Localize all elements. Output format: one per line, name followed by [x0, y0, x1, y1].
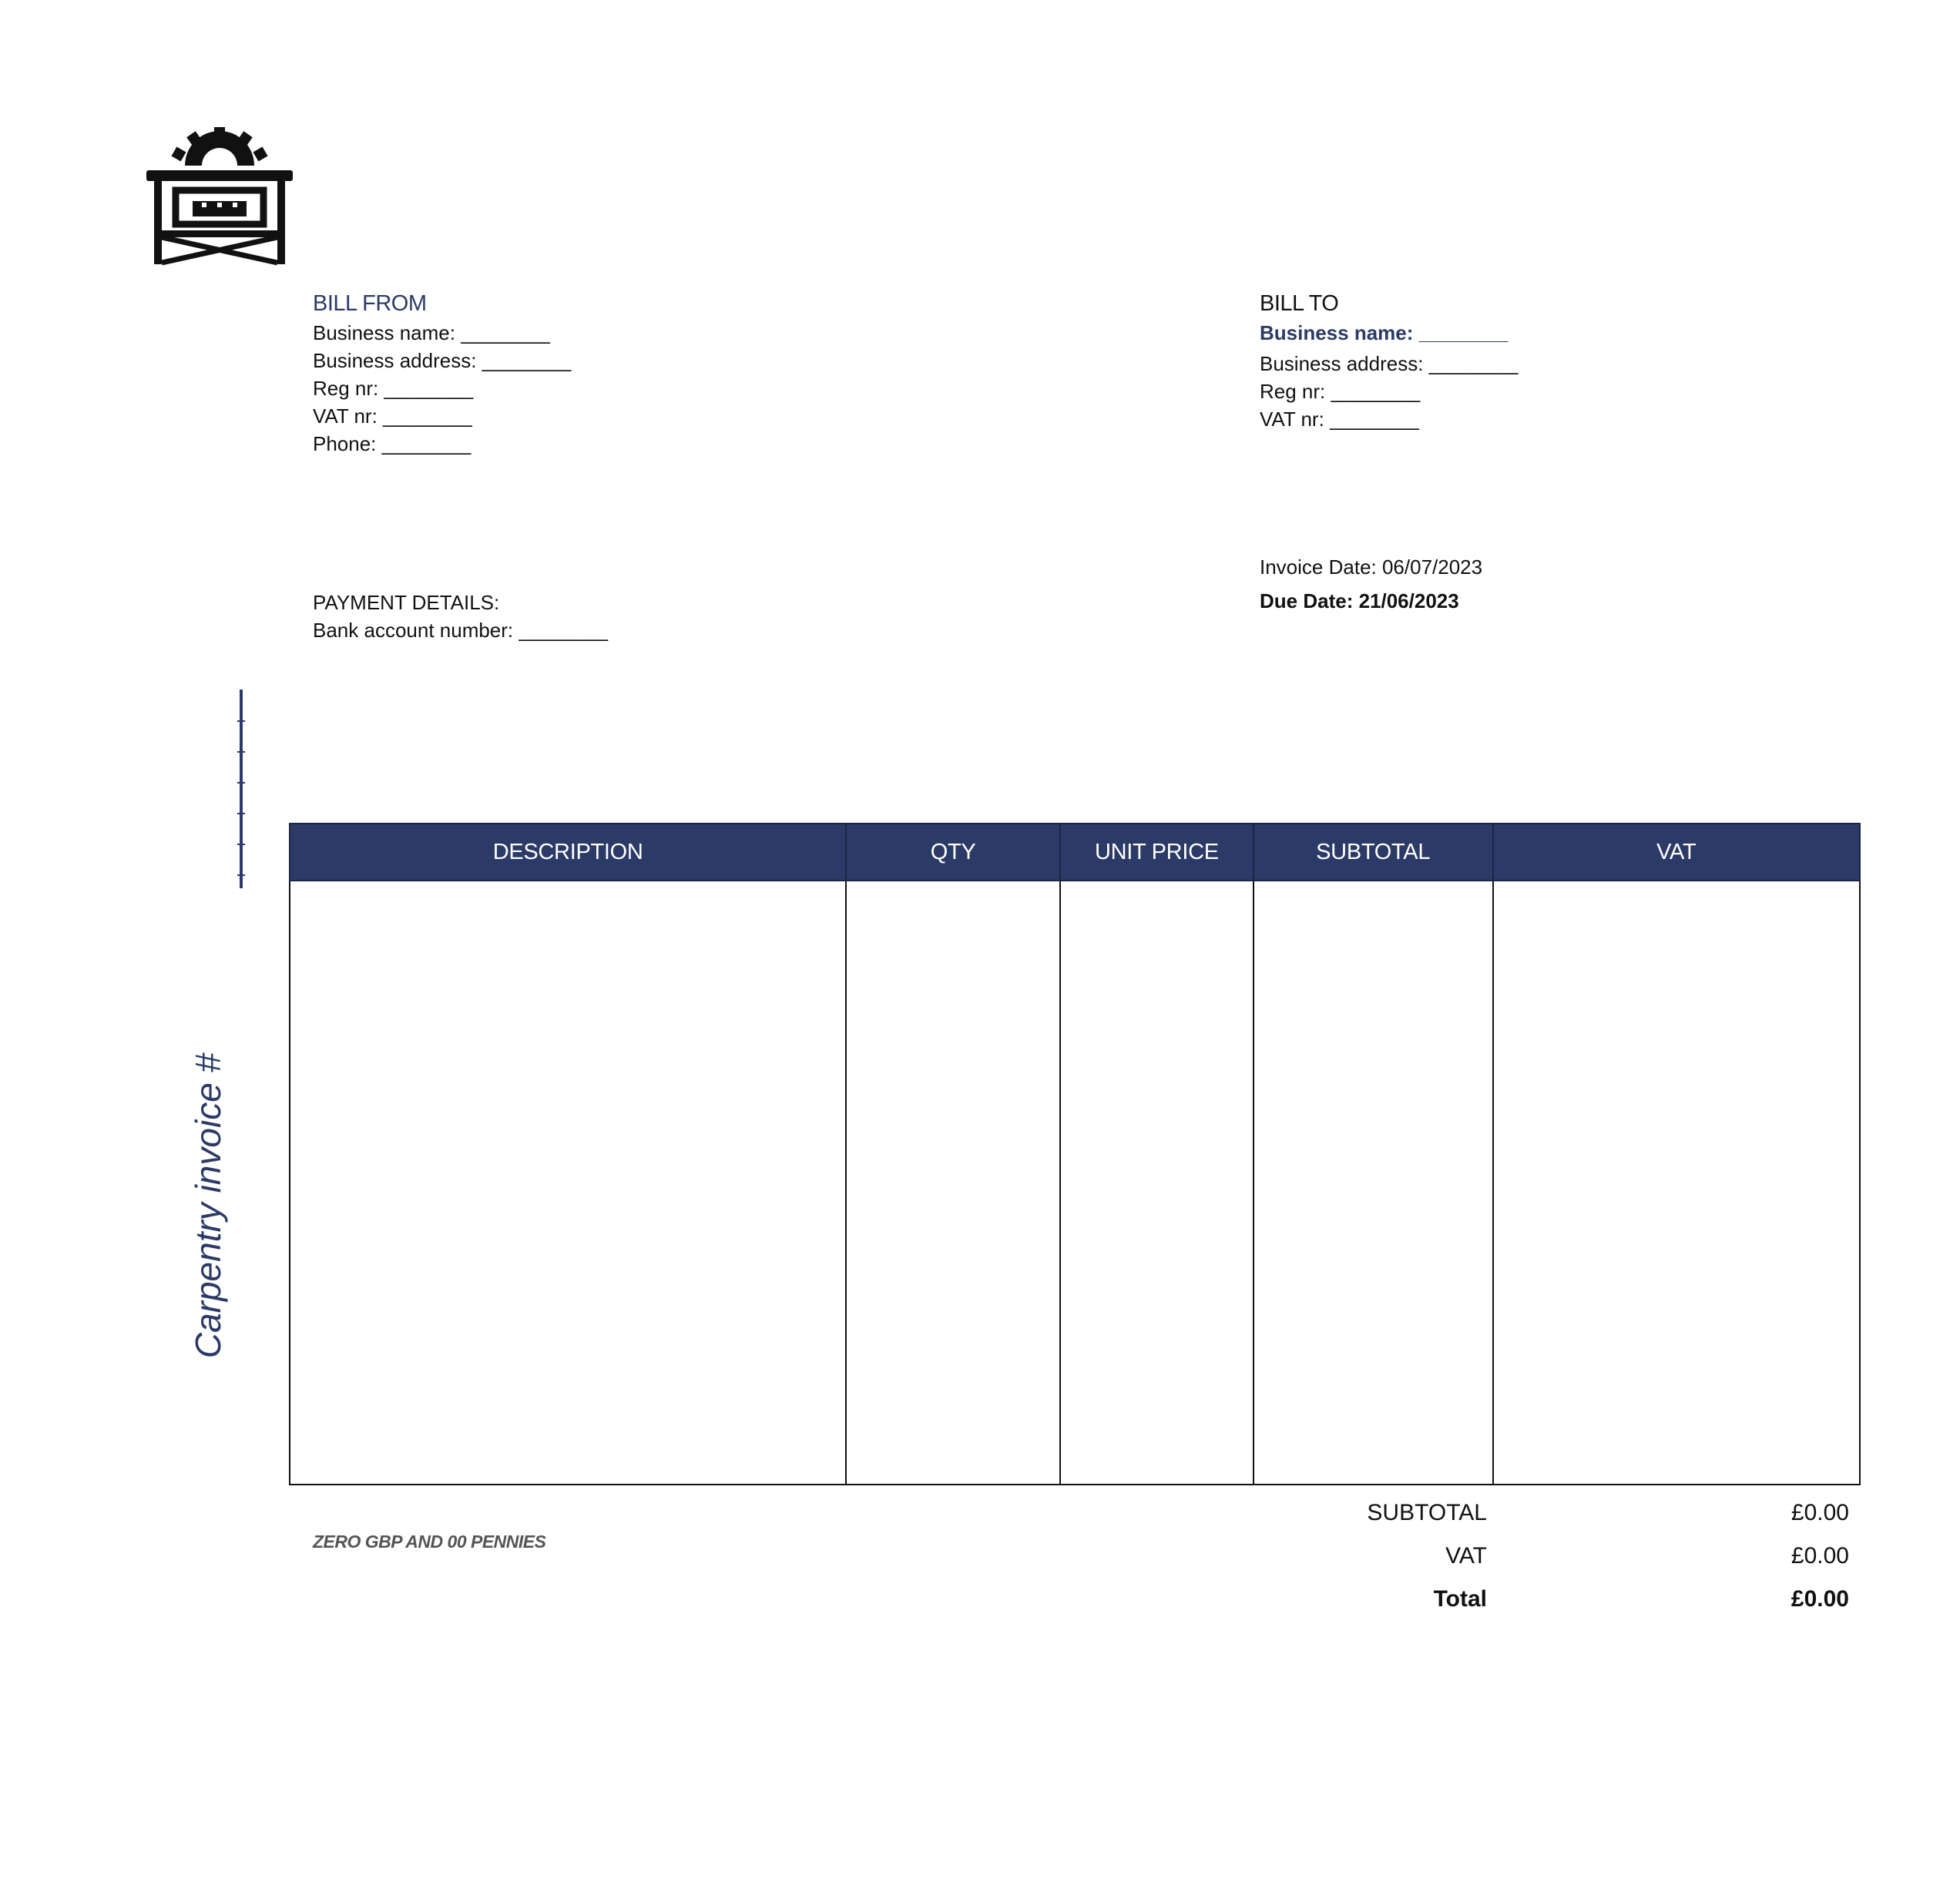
cell-qty[interactable]: [846, 881, 1060, 1485]
vat-value: £0.00: [1791, 1543, 1849, 1569]
total-label: Total: [1433, 1586, 1487, 1612]
bill-to-business-name: Business name: ________: [1260, 321, 1509, 344]
cell-description[interactable]: [290, 881, 846, 1485]
column-header-subtotal: SUBTOTAL: [1254, 824, 1493, 881]
bill-to-vat-nr: VAT nr: ________: [1260, 408, 1419, 431]
subtotal-label: SUBTOTAL: [1367, 1500, 1487, 1525]
bill-from-vat-nr: VAT nr: ________: [313, 404, 472, 428]
column-header-qty: QTY: [846, 824, 1060, 881]
bill-from-section: [313, 288, 571, 458]
cell-subtotal[interactable]: [1254, 881, 1493, 1485]
column-header-description: DESCRIPTION: [290, 824, 846, 881]
bill-from-heading: BILL FROM: [313, 291, 427, 316]
table-saw-icon: [146, 127, 293, 266]
total-value: £0.00: [1791, 1586, 1849, 1612]
bill-from-phone: Phone: ________: [313, 432, 472, 455]
payment-details-heading: PAYMENT DETAILS:: [313, 591, 500, 614]
bill-to-heading: BILL TO: [1260, 291, 1339, 316]
vat-label: VAT: [1445, 1543, 1487, 1569]
bill-to-section: [1260, 288, 1518, 433]
subtotal-value: £0.00: [1791, 1500, 1849, 1525]
column-header-unit-price: UNIT PRICE: [1060, 824, 1254, 881]
company-logo: [146, 127, 293, 266]
invoice-title: Carpentry invoice #: [188, 1052, 228, 1359]
amount-in-words: ZERO GBP AND 00 PENNIES: [313, 1532, 546, 1552]
cell-unit-price[interactable]: [1060, 881, 1254, 1485]
bank-account-number: Bank account number: ________: [313, 619, 609, 642]
bill-to-reg-nr: Reg nr: ________: [1260, 380, 1421, 403]
bill-from-business-address: Business address: ________: [313, 349, 572, 372]
bill-to-business-address: Business address: ________: [1260, 352, 1519, 375]
line-items-table: [289, 823, 1861, 1485]
invoice-date: Invoice Date: 06/07/2023: [1260, 555, 1483, 579]
column-header-vat: VAT: [1493, 824, 1860, 881]
dates-section: [1260, 553, 1482, 615]
table-row: [290, 881, 1860, 1485]
table-header-row: [290, 824, 1860, 881]
cell-vat[interactable]: [1493, 881, 1860, 1485]
totals-labels: [1310, 1491, 1487, 1621]
due-date: Due Date: 21/06/2023: [1260, 589, 1459, 612]
totals-values: [1695, 1491, 1849, 1621]
payment-details-section: [313, 589, 608, 644]
bill-from-reg-nr: Reg nr: ________: [313, 377, 474, 400]
invoice-number-line: [240, 690, 243, 888]
bill-from-business-name: Business name: ________: [313, 321, 550, 344]
